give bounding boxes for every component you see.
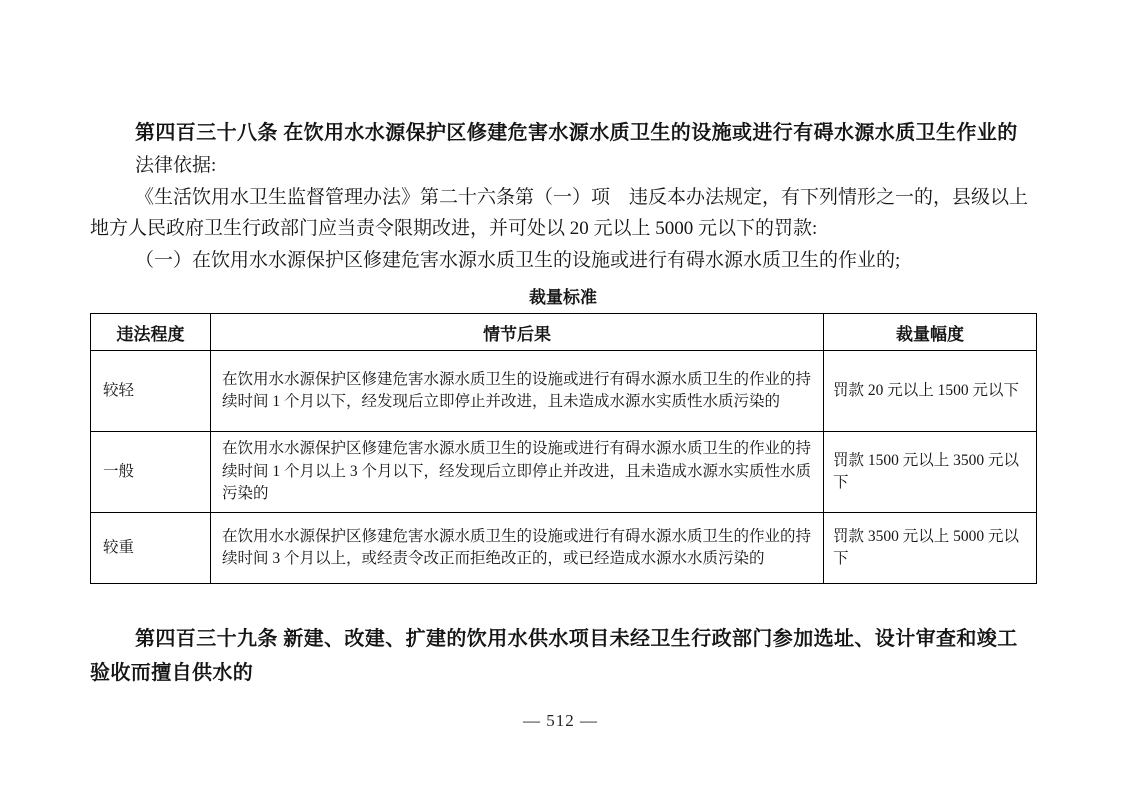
column-header-circumstance: 情节后果	[211, 314, 824, 351]
table-title: 裁量标准	[529, 288, 597, 307]
cell-circumstance: 在饮用水水源保护区修建危害水源水质卫生的设施或进行有碍水源水质卫生的作业的持续时间 1 个月以下，经发现后立即停止并改进，且未造成水源水实质性水质污染的	[211, 351, 824, 432]
penalty-standards-table	[90, 313, 1037, 584]
article-438-heading: 第四百三十八条 在饮用水水源保护区修建危害水源水质卫生的设施或进行有碍水源水质卫生作业的	[135, 122, 1018, 144]
column-header-violation-degree: 违法程度	[91, 314, 211, 351]
page-number: — 512 —	[523, 711, 598, 730]
table-header-row	[91, 314, 1037, 351]
page-content	[90, 116, 1036, 690]
cell-penalty-range: 罚款 20 元以上 1500 元以下	[824, 351, 1037, 432]
cell-circumstance: 在饮用水水源保护区修建危害水源水质卫生的设施或进行有碍水源水质卫生的作业的持续时间 3 个月以上，或经责令改正而拒绝改正的，或已经造成水源水水质污染的	[211, 513, 824, 584]
cell-penalty-range: 罚款 3500 元以上 5000 元以下	[824, 513, 1037, 584]
legal-basis-label: 法律依据:	[135, 155, 217, 176]
cell-circumstance: 在饮用水水源保护区修建危害水源水质卫生的设施或进行有碍水源水质卫生的作业的持续时间 1 个月以上 3 个月以下，经发现后立即停止并改进，且未造成水源水实质性水质污染的	[211, 432, 824, 513]
table-row	[91, 351, 1037, 432]
table-row	[91, 432, 1037, 513]
legal-basis-text: 《生活饮用水卫生监督管理办法》第二十六条第（一）项 违反本办法规定，有下列情形之一的，县级以上地方人民政府卫生行政部门应当责令限期改进，并可处以 20 元以上 5000 元以下的罚款:	[90, 186, 1029, 239]
article-438-item-1: （一）在饮用水水源保护区修建危害水源水质卫生的设施或进行有碍水源水质卫生的作业的;	[135, 249, 901, 271]
table-row	[91, 513, 1037, 584]
cell-penalty-range: 罚款 1500 元以上 3500 元以下	[824, 432, 1037, 513]
cell-degree: 一般	[91, 432, 211, 513]
cell-degree: 较重	[91, 513, 211, 584]
column-header-penalty-range: 裁量幅度	[824, 314, 1037, 351]
article-439-heading: 第四百三十九条 新建、改建、扩建的饮用水供水项目未经卫生行政部门参加选址、设计审查和竣工验收而擅自供水的	[90, 628, 1018, 684]
cell-degree: 较轻	[91, 351, 211, 432]
